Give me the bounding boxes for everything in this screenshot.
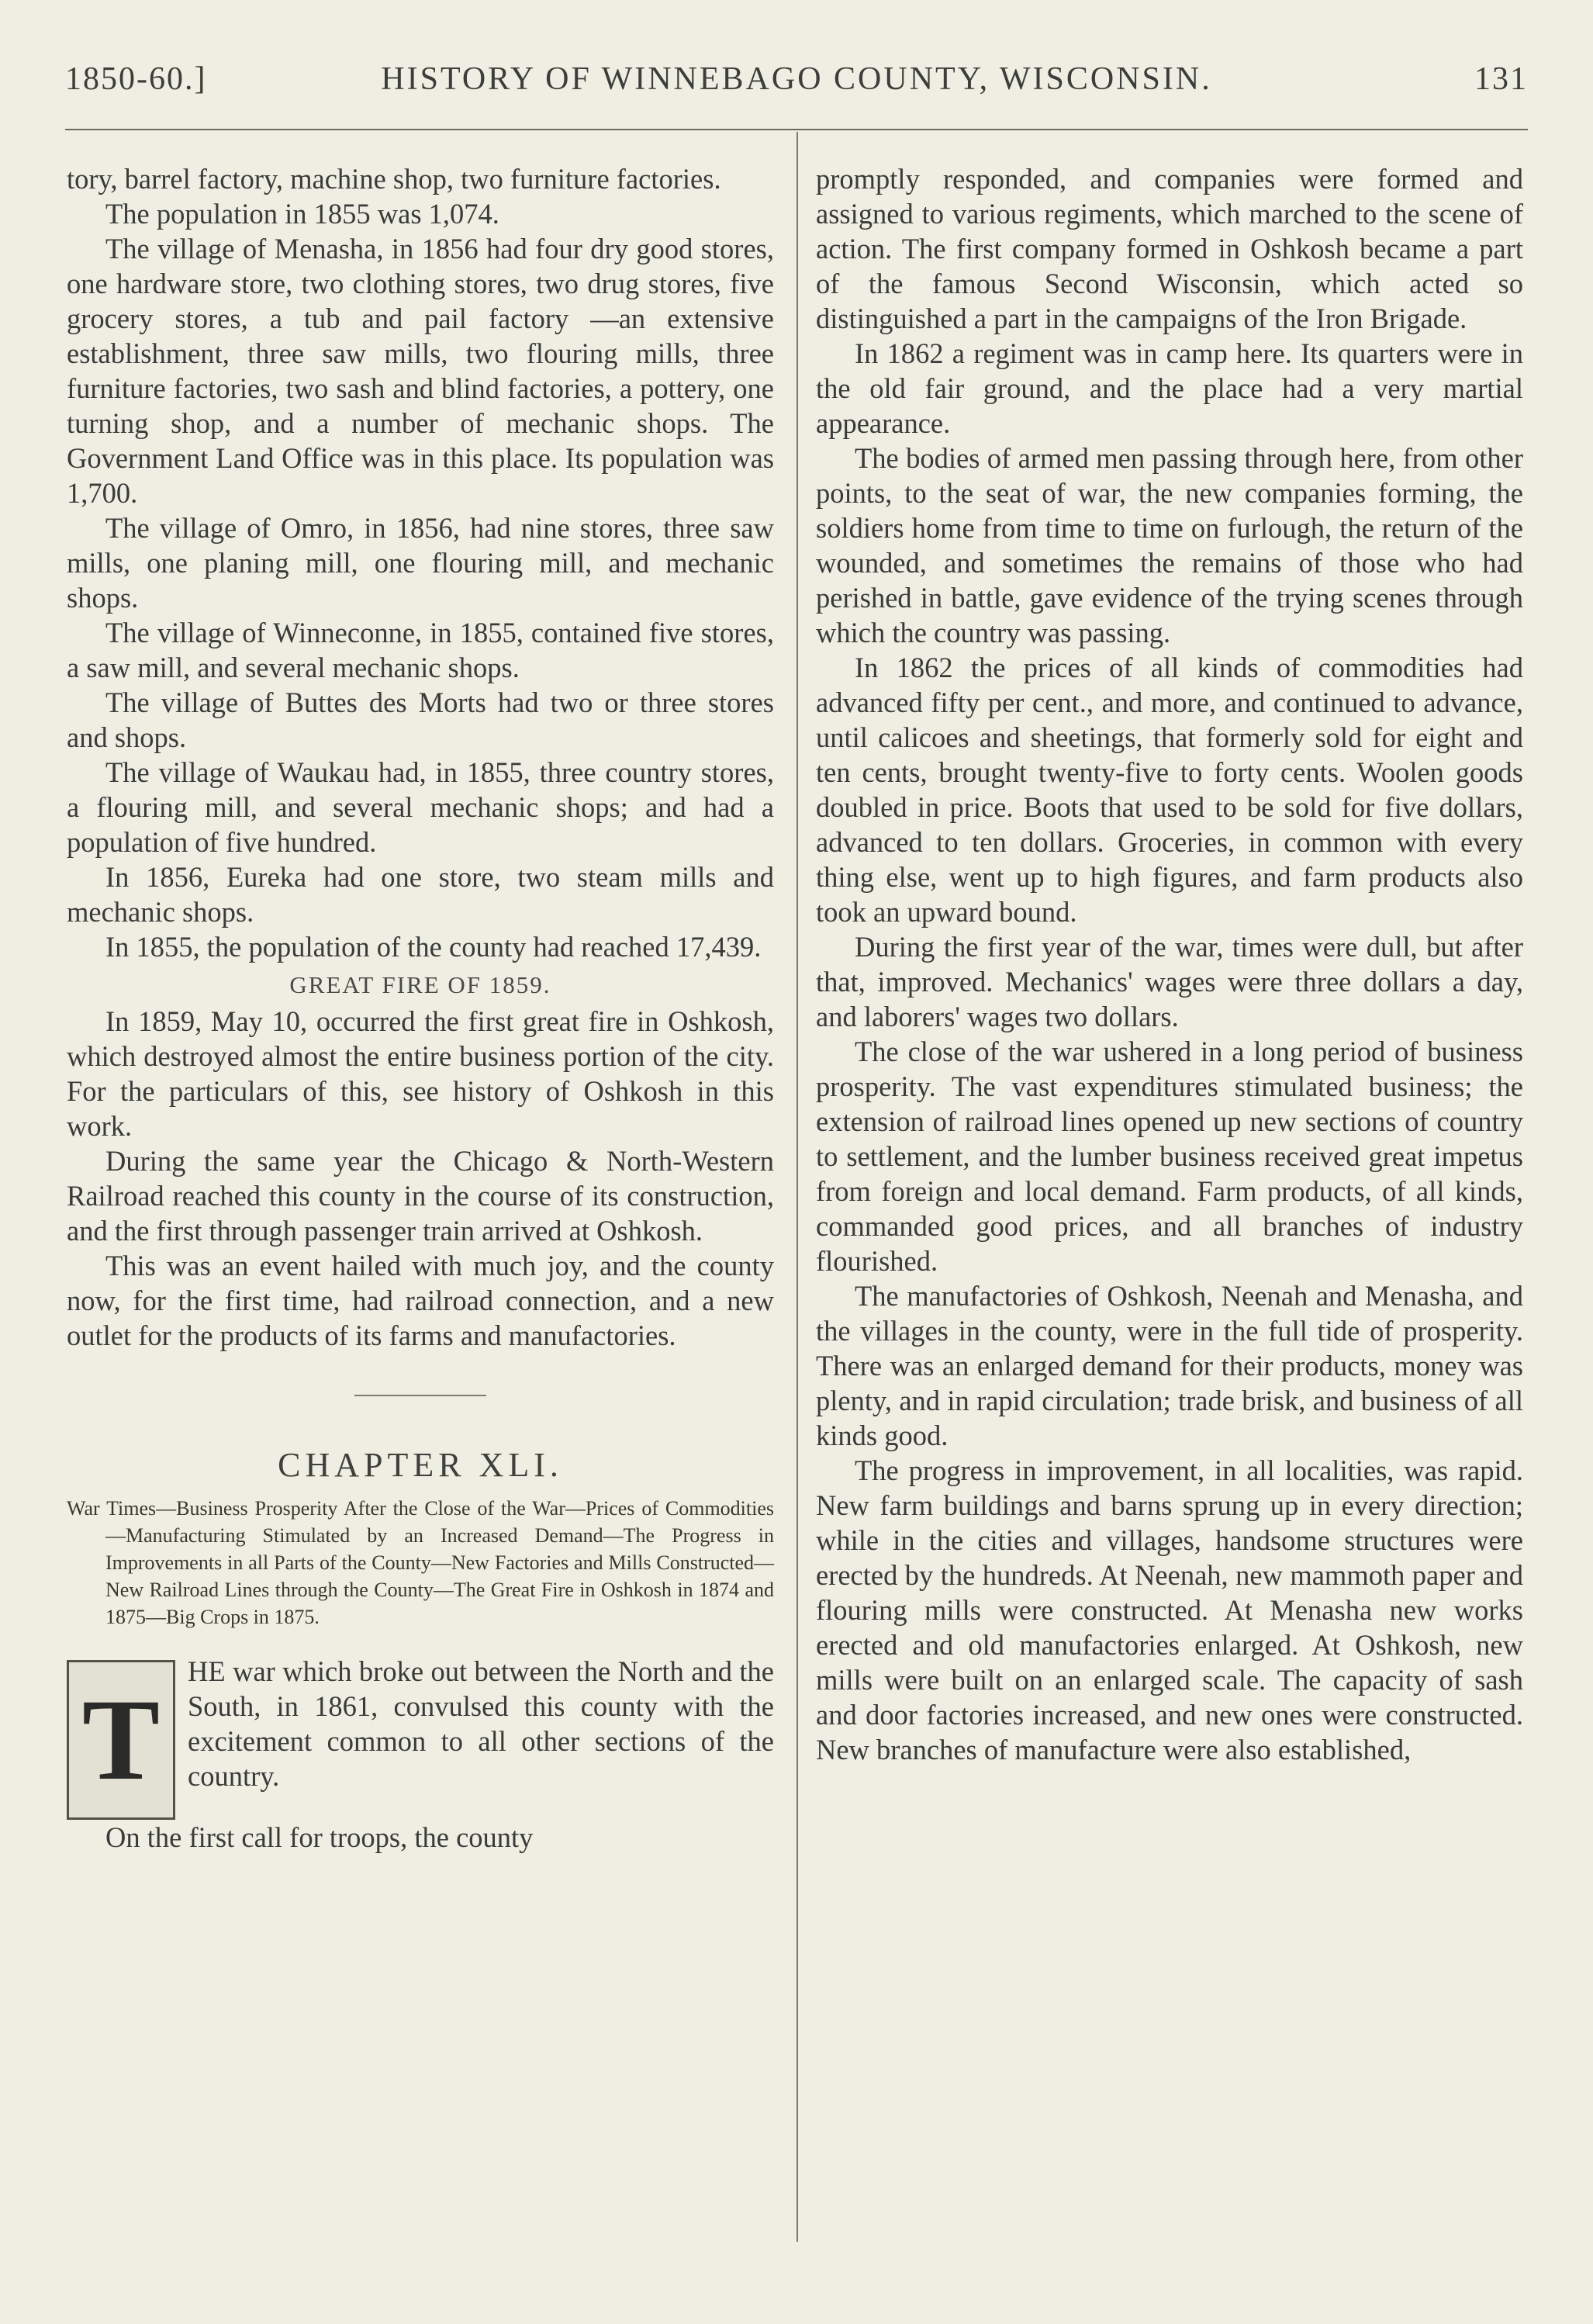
paragraph: The population in 1855 was 1,074. [105, 198, 499, 230]
paragraph: The village of Menasha, in 1856 had four dry good stores, one hardware store, two clothing stores, two drug stores, five grocery stores, a tub and pail factory —an extensive establishment, three saw mills, two flouring mills, three furniture factories, two sash and blind factories, a pottery, one turning shop, and a number of mechanic shops. The Government Land Office was in this place. Its population was 1,700. [67, 233, 774, 509]
paragraph: This was an event hailed with much joy, and the county now, for the first time, had railroad connection, and a new outlet for the products of its farms and manufactories. [67, 1250, 774, 1351]
chapter-synopsis: War Times—Business Prosperity After the Close of the War—Prices of Commodities—Manufacturing Stimulated by an Increased Demand—The Progress in Improvements in all Parts of the County—New Factories and Mills Constructed—New Railroad Lines through the County—The Great Fire in Oshkosh in 1874 and 1875—Big Crops in 1875. [67, 1497, 774, 1628]
paragraph: The village of Omro, in 1856, had nine stores, three saw mills, one planing mill, one flouring mill, and mechanic shops. [67, 512, 774, 614]
header-date-range: 1850-60.] [65, 61, 207, 97]
chapter-opening [67, 1654, 774, 1804]
drop-cap-ornament [67, 1660, 175, 1820]
paragraph: tory, barrel factory, machine shop, two furniture factories. [67, 163, 721, 195]
paragraph: The village of Buttes des Morts had two or three stores and shops. [67, 686, 774, 753]
paragraph: The progress in improvement, in all localities, was rapid. New farm buildings and barns sprung up in every direction; while in the cities and villages, handsome structures were erected by the hundreds. At Neenah, new mammoth paper and flouring mills were constructed. At Menasha new works erected and old manufactories enlarged. At Oshkosh, new mills were built on an enlarged scale. The capacity of sash and door factories increased, and new ones were constructed. New branches of manufacture were also established, [816, 1454, 1523, 1765]
right-column [816, 161, 1523, 1767]
paragraph: In 1856, Eureka had one store, two steam mills and mechanic shops. [67, 861, 774, 928]
section-heading: GREAT FIRE OF 1859. [289, 971, 551, 998]
paragraph: The village of Winneconne, in 1855, contained five stores, a saw mill, and several mechanic shops. [67, 617, 774, 683]
header-title: HISTORY OF WINNEBAGO COUNTY, WISCONSIN. [381, 61, 1212, 97]
paragraph: promptly responded, and companies were formed and assigned to various regiments, which marched to the scene of action. The first company formed in Oshkosh became a part of the famous Second Wisconsin, which acted so distinguished a part in the campaigns of the Iron Brigade. [816, 163, 1523, 334]
paragraph: During the same year the Chicago & North-Western Railroad reached this county in the course of its construction, and the first through passenger train arrived at Oshkosh. [67, 1145, 774, 1247]
section-separator [354, 1395, 486, 1396]
drop-cap-letter: T [81, 1676, 161, 1804]
paragraph: In 1862 a regiment was in camp here. Its quarters were in the old fair ground, and the place had a very martial appearance. [816, 337, 1523, 439]
paragraph: The bodies of armed men passing through here, from other points, to the seat of war, the new companies forming, the soldiers home from time to time on furlough, the return of the wounded, and sometimes the remains of those who had perished in battle, gave evidence of the trying scenes through which the country was passing. [816, 442, 1523, 648]
paragraph: The village of Waukau had, in 1855, three country stores, a flouring mill, and several mechanic shops; and had a population of five hundred. [67, 756, 774, 858]
paragraph: On the first call for troops, the county [105, 1821, 534, 1853]
paragraph: In 1859, May 10, occurred the first great fire in Oshkosh, which destroyed almost the entire business portion of the city. For the particulars of this, see history of Oshkosh in this work. [67, 1005, 774, 1142]
left-column [67, 161, 774, 1855]
paragraph: In 1855, the population of the county had reached 17,439. [105, 931, 762, 963]
page-number: 131 [1474, 61, 1528, 97]
header-rule [65, 129, 1528, 130]
paragraph: In 1862 the prices of all kinds of commodities had advanced fifty per cent., and more, and continued to advance, until calicoes and sheetings, that formerly sold for eight and ten cents, brought twenty-five to forty cents. Woolen goods doubled in price. Boots that used to be sold for five dollars, advanced to ten dollars. Groceries, in common with every thing else, went up to high figures, and farm products also took an upward bound. [816, 652, 1523, 928]
paragraph: During the first year of the war, times were dull, but after that, improved. Mechanics' wages were three dollars a day, and laborers' wages two dollars. [816, 931, 1523, 1032]
chapter-title: CHAPTER XLI. [278, 1446, 563, 1484]
running-header [65, 56, 1528, 105]
paragraph: The manufactories of Oshkosh, Neenah and Menasha, and the villages in the county, were in the full tide of prosperity. There was an enlarged demand for their products, money was plenty, and in rapid circulation; trade brisk, and business of all kinds good. [816, 1280, 1523, 1451]
paragraph: The close of the war ushered in a long period of business prosperity. The vast expenditures stimulated business; the extension of railroad lines opened up new sections of country to settlement, and the lumber business received great impetus from foreign and local demand. Farm products, of all kinds, commanded good prices, and all branches of industry flourished. [816, 1036, 1523, 1277]
column-divider [796, 132, 798, 2242]
opening-paragraph: HE war which broke out between the North and the South, in 1861, convulsed this county with the excitement common to all other sections of the country. [188, 1655, 774, 1792]
